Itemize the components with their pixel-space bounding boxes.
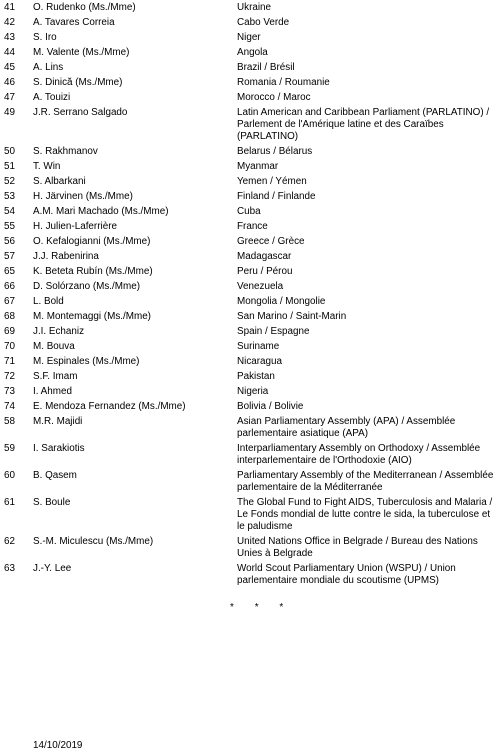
participant-name: M. Valente (Ms./Mme): [33, 47, 130, 58]
entry-number: 44: [4, 47, 15, 58]
country-or-organization: Greece / Grèce: [237, 236, 305, 247]
separator-asterisks: [230, 602, 301, 614]
participant-name: S.F. Imam: [33, 371, 78, 382]
entry-number: 53: [4, 191, 15, 202]
participant-name: J.J. Rabenirina: [33, 251, 99, 262]
entry-number: 60: [4, 470, 15, 481]
entry-number: 51: [4, 161, 15, 172]
country-or-organization: France: [237, 221, 268, 232]
country-or-organization: Morocco / Maroc: [237, 92, 311, 103]
list-item: [0, 534, 500, 561]
participant-name: J.I. Echaniz: [33, 326, 85, 337]
participant-name: H. Julien-Laferrière: [33, 221, 117, 232]
participant-name: J.R. Serrano Salgado: [33, 107, 128, 118]
list-item: [0, 468, 500, 495]
entry-number: 49: [4, 107, 15, 118]
country-or-organization: Cabo Verde: [237, 17, 290, 28]
participant-name: O. Kefalogianni (Ms./Mme): [33, 236, 151, 247]
country-or-organization: Asian Parliamentary Assembly (APA) / Assemblée parlementaire asiatique (APA): [237, 416, 456, 439]
participant-name: E. Mendoza Fernandez (Ms./Mme): [33, 401, 186, 412]
entry-number: 58: [4, 416, 15, 427]
participant-name: A. Touizi: [33, 92, 71, 103]
participant-name: I. Ahmed: [33, 386, 72, 397]
participant-name: O. Rudenko (Ms./Mme): [33, 2, 136, 13]
list-item: [0, 90, 500, 105]
participant-name: D. Solórzano (Ms./Mme): [33, 281, 141, 292]
country-or-organization: Romania / Roumanie: [237, 77, 330, 88]
list-item: [0, 204, 500, 219]
participant-name: M. Bouva: [33, 341, 75, 352]
country-or-organization: Venezuela: [237, 281, 284, 292]
entry-number: 46: [4, 77, 15, 88]
list-item: [0, 45, 500, 60]
country-or-organization: Bolivia / Bolivie: [237, 401, 304, 412]
country-or-organization: Nigeria: [237, 386, 269, 397]
country-or-organization: Latin American and Caribbean Parliament (PARLATINO) / Parlement de l'Amérique latine et des Caraïbes (PARLATINO): [237, 107, 490, 142]
participant-name: S. Rakhmanov: [33, 146, 98, 157]
country-or-organization: Madagascar: [237, 251, 292, 262]
participant-name: M.R. Majidi: [33, 416, 83, 427]
footer-date: 14/10/2019: [33, 740, 83, 751]
country-or-organization: Niger: [237, 32, 261, 43]
list-item: [0, 339, 500, 354]
entry-number: 65: [4, 266, 15, 277]
country-or-organization: Brazil / Brésil: [237, 62, 295, 73]
entry-number: 63: [4, 563, 15, 574]
country-or-organization: Pakistan: [237, 371, 275, 382]
country-or-organization: Peru / Pérou: [237, 266, 293, 277]
list-item: [0, 495, 500, 534]
separator-asterisk: *: [279, 602, 284, 613]
participant-name: T. Win: [33, 161, 61, 172]
country-or-organization: Mongolia / Mongolie: [237, 296, 326, 307]
list-item: [0, 105, 500, 144]
entry-number: 42: [4, 17, 15, 28]
participant-name: S.-M. Miculescu (Ms./Mme): [33, 536, 154, 547]
list-item: [0, 75, 500, 90]
entry-number: 67: [4, 296, 15, 307]
participant-name: K. Beteta Rubín (Ms./Mme): [33, 266, 153, 277]
list-item: [0, 279, 500, 294]
country-or-organization: San Marino / Saint-Marin: [237, 311, 347, 322]
list-item: [0, 414, 500, 441]
entry-number: 71: [4, 356, 15, 367]
entry-number: 70: [4, 341, 15, 352]
country-or-organization: World Scout Parliamentary Union (WSPU) / Union parlementaire mondiale du scoutisme (UPMS): [237, 563, 456, 586]
country-or-organization: Spain / Espagne: [237, 326, 310, 337]
separator-asterisk: *: [254, 602, 259, 613]
country-or-organization: Yemen / Yémen: [237, 176, 307, 187]
entry-number: 62: [4, 536, 15, 547]
entry-number: 52: [4, 176, 15, 187]
country-or-organization: Belarus / Bélarus: [237, 146, 313, 157]
country-or-organization: Finland / Finlande: [237, 191, 316, 202]
country-or-organization: Ukraine: [237, 2, 272, 13]
list-item: [0, 294, 500, 309]
list-item: [0, 309, 500, 324]
country-or-organization: Interparliamentary Assembly on Orthodoxy / Assemblée interparlementaire de l'Orthodoxie (AIO): [237, 443, 481, 466]
participant-name: J.-Y. Lee: [33, 563, 72, 574]
country-or-organization: Myanmar: [237, 161, 279, 172]
country-or-organization: The Global Fund to Fight AIDS, Tuberculosis and Malaria / Le Fonds mondial de lutte contre le sida, la tuberculose et le paludisme: [237, 497, 493, 532]
list-item: [0, 144, 500, 159]
country-or-organization: Cuba: [237, 206, 261, 217]
list-item: [0, 324, 500, 339]
list-item: [0, 0, 500, 15]
participant-name: A.M. Mari Machado (Ms./Mme): [33, 206, 169, 217]
list-item: [0, 234, 500, 249]
entry-number: 54: [4, 206, 15, 217]
list-item: [0, 384, 500, 399]
list-item: [0, 159, 500, 174]
list-item: [0, 189, 500, 204]
list-item: [0, 60, 500, 75]
participant-name: H. Järvinen (Ms./Mme): [33, 191, 133, 202]
list-item: [0, 441, 500, 468]
list-item: [0, 30, 500, 45]
participant-name: M. Espinales (Ms./Mme): [33, 356, 140, 367]
participant-name: M. Montemaggi (Ms./Mme): [33, 311, 151, 322]
participant-name: L. Bold: [33, 296, 64, 307]
country-or-organization: United Nations Office in Belgrade / Bureau des Nations Unies à Belgrade: [237, 536, 478, 559]
list-item: [0, 369, 500, 384]
participant-name: S. Iro: [33, 32, 57, 43]
list-item: [0, 561, 500, 588]
participant-name: S. Albarkani: [33, 176, 86, 187]
entry-number: 45: [4, 62, 15, 73]
entry-number: 68: [4, 311, 15, 322]
list-item: [0, 354, 500, 369]
participant-name: A. Lins: [33, 62, 64, 73]
country-or-organization: Parliamentary Assembly of the Mediterranean / Assemblée parlementaire de la Méditerranée: [237, 470, 494, 493]
entry-number: 57: [4, 251, 15, 262]
entry-number: 61: [4, 497, 15, 508]
list-item: [0, 249, 500, 264]
entry-number: 74: [4, 401, 15, 412]
country-or-organization: Nicaragua: [237, 356, 283, 367]
separator-asterisk: *: [230, 602, 234, 613]
entry-number: 73: [4, 386, 15, 397]
participant-name: I. Sarakiotis: [33, 443, 85, 454]
list-item: [0, 264, 500, 279]
participant-name: S. Boule: [33, 497, 71, 508]
list-item: [0, 174, 500, 189]
country-or-organization: Angola: [237, 47, 268, 58]
country-or-organization: Suriname: [237, 341, 280, 352]
entry-number: 56: [4, 236, 15, 247]
entry-number: 66: [4, 281, 15, 292]
entry-number: 43: [4, 32, 15, 43]
entry-number: 55: [4, 221, 15, 232]
entry-number: 59: [4, 443, 15, 454]
participant-name: S. Dinică (Ms./Mme): [33, 77, 123, 88]
list-item: [0, 15, 500, 30]
entry-number: 47: [4, 92, 15, 103]
entry-number: 69: [4, 326, 15, 337]
entry-number: 50: [4, 146, 15, 157]
participant-name: B. Qasem: [33, 470, 77, 481]
participant-name: A. Tavares Correia: [33, 17, 115, 28]
list-item: [0, 219, 500, 234]
entry-number: 72: [4, 371, 15, 382]
entry-number: 41: [4, 2, 15, 13]
list-item: [0, 399, 500, 414]
